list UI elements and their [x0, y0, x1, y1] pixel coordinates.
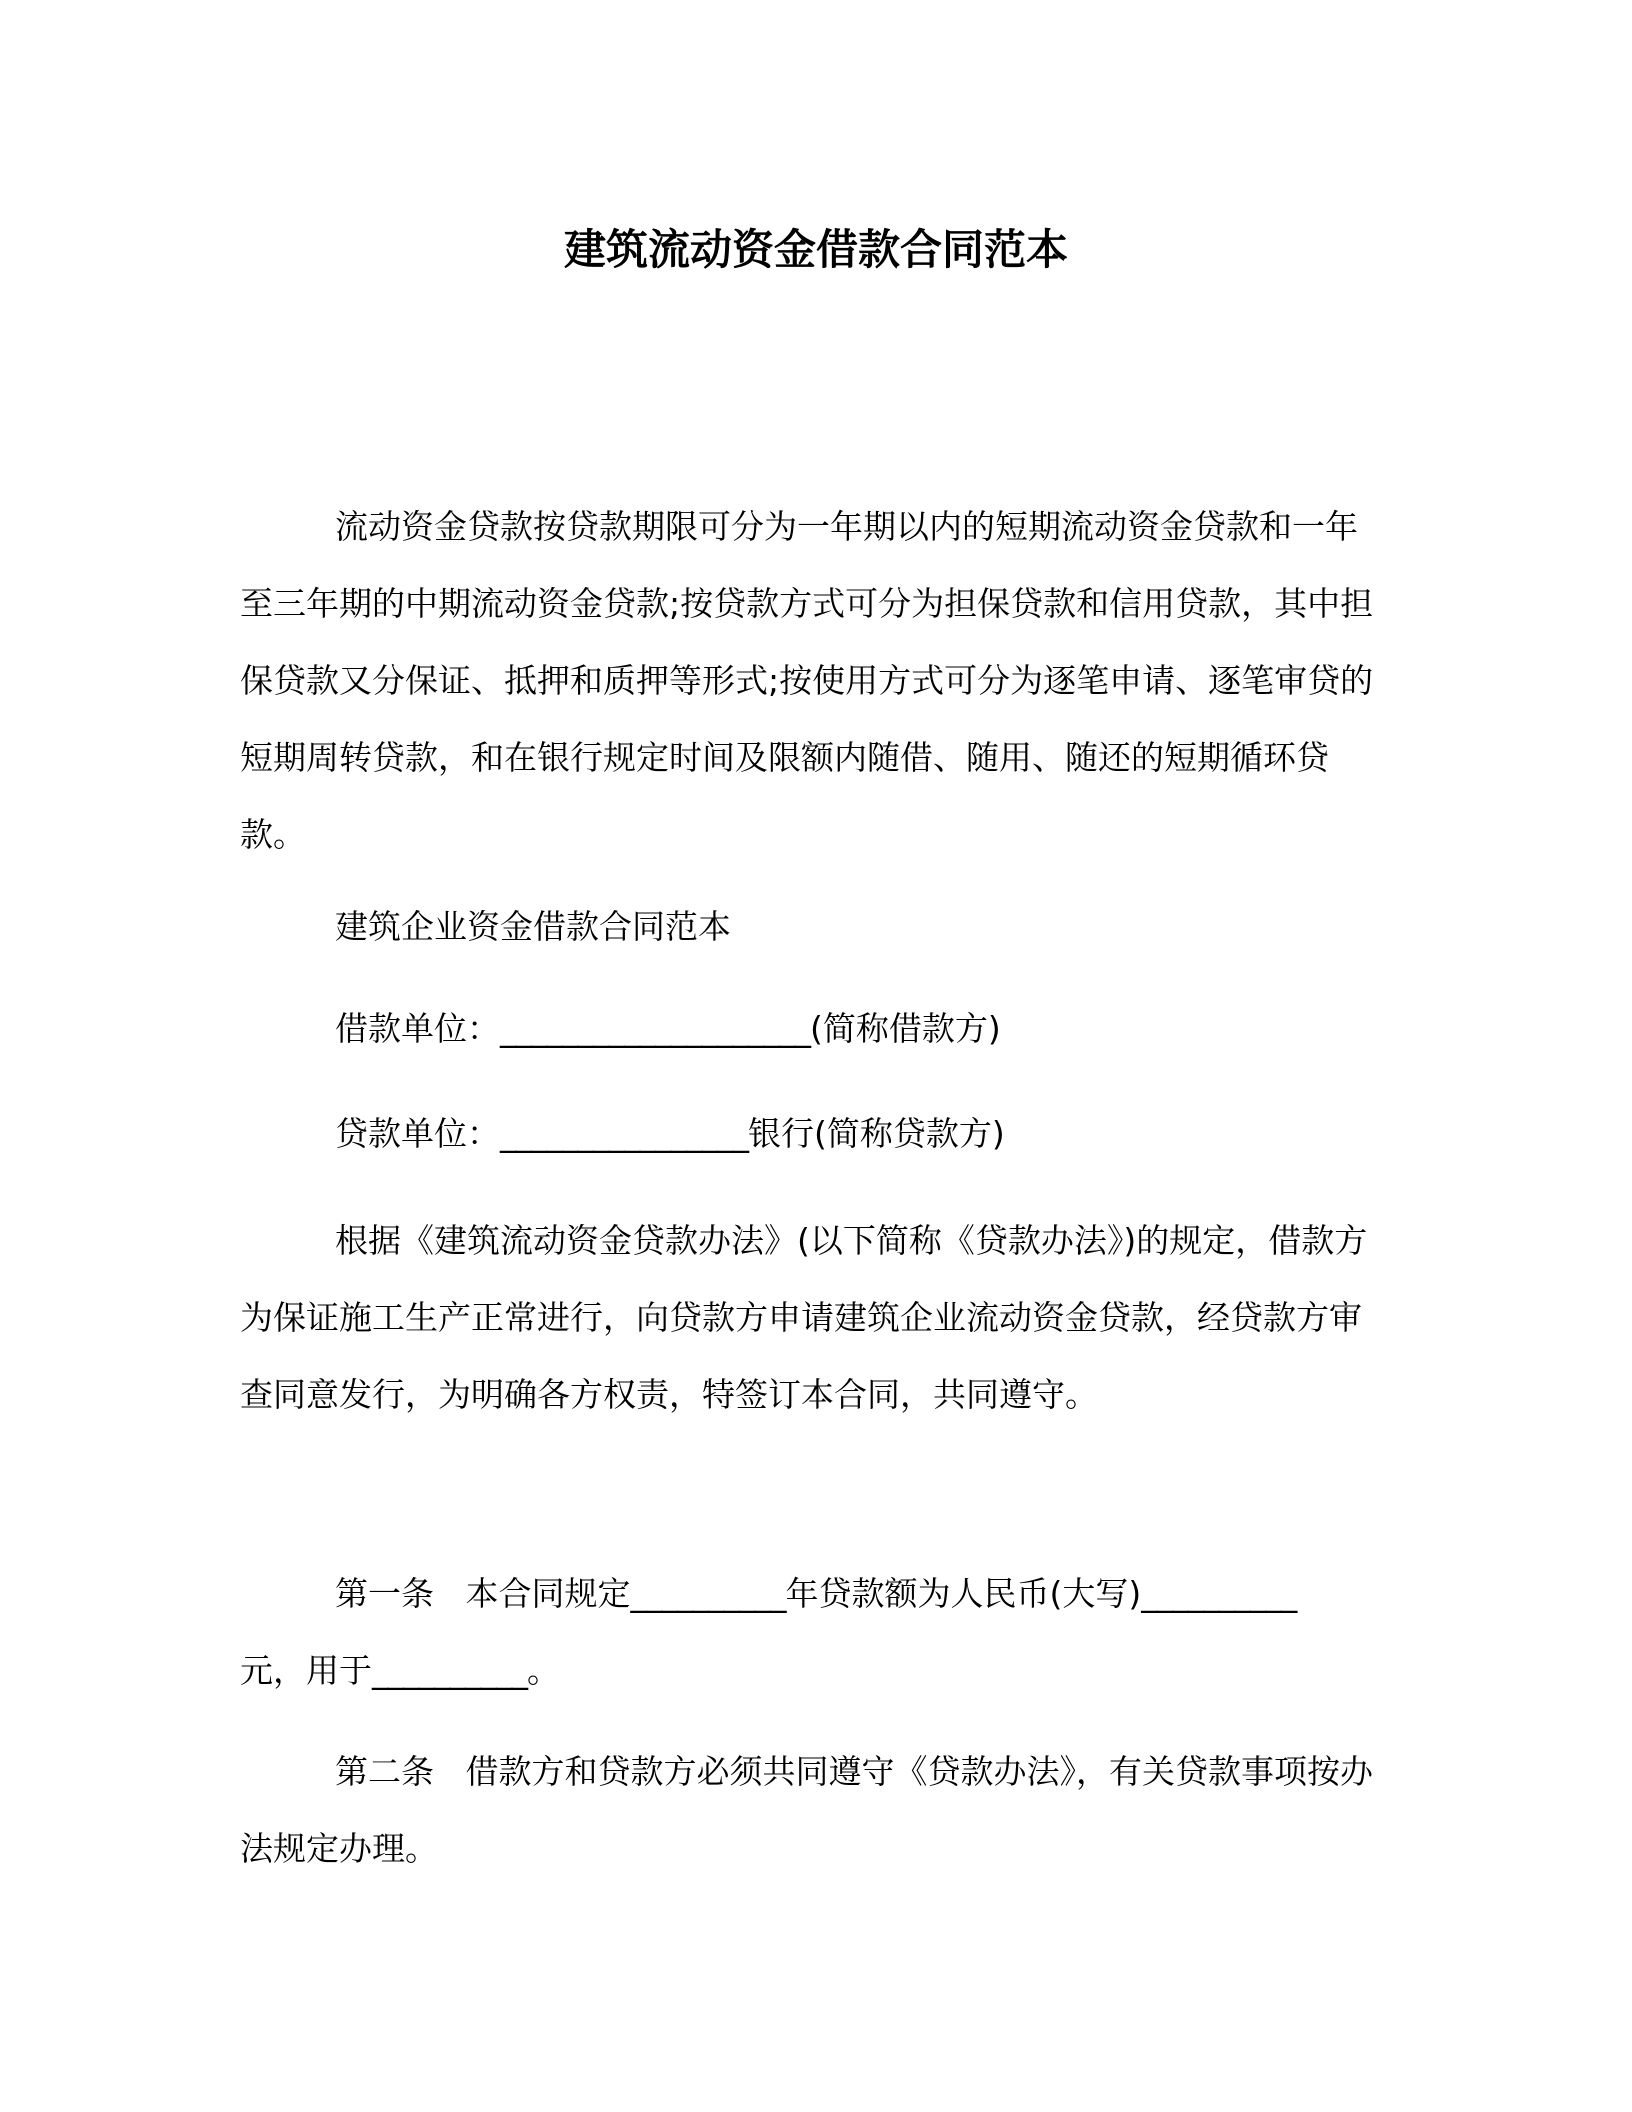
lender-label: 贷款单位：	[335, 1114, 500, 1153]
borrower-label: 借款单位：	[335, 1009, 500, 1048]
article1-amount-blank[interactable]: __________	[1141, 1574, 1297, 1613]
intro-paragraph-block	[240, 488, 1380, 873]
contract-subtitle: 建筑企业资金借款合同范本	[335, 907, 731, 946]
article1-purpose-blank[interactable]: __________	[372, 1651, 527, 1690]
article1-heading: 第一条	[335, 1574, 434, 1613]
preamble-block	[240, 1202, 1380, 1433]
lender-suffix: 银行(简称贷款方)	[748, 1114, 1005, 1153]
article2-text: 借款方和贷款方必须共同遵守《贷款办法》，有关贷款事项按办法规定办理。	[240, 1752, 1373, 1868]
article2-block	[240, 1733, 1380, 1887]
article1-year-blank[interactable]: __________	[630, 1574, 786, 1613]
lender-blank-field[interactable]: ________________	[500, 1114, 748, 1153]
borrower-blank-field[interactable]: ____________________	[500, 1009, 810, 1048]
article1-text-d: 。	[527, 1651, 560, 1690]
article1-text-c: 元，用于	[240, 1651, 372, 1690]
article1-text-b: 年贷款额为人民币(大写)	[785, 1574, 1142, 1613]
borrower-line	[240, 990, 1380, 1067]
document-title: 建筑流动资金借款合同范本	[563, 225, 1068, 274]
lender-line	[240, 1095, 1380, 1172]
article2-heading: 第二条	[335, 1752, 434, 1791]
preamble-paragraph: 根据《建筑流动资金贷款办法》(以下简称《贷款办法》)的规定，借款方为保证施工生产正常进行，向贷款方申请建筑企业流动资金贷款，经贷款方审查同意发行，为明确各方权责，特签订本合同，共同遵守。	[240, 1221, 1368, 1414]
subtitle-block	[240, 888, 1380, 965]
article1-block	[240, 1555, 1300, 1709]
borrower-suffix: (简称借款方)	[810, 1009, 1001, 1048]
intro-paragraph: 流动资金贷款按贷款期限可分为一年期以内的短期流动资金贷款和一年至三年期的中期流动资金贷款;按贷款方式可分为担保贷款和信用贷款，其中担保贷款又分保证、抵押和质押等形式;按使用方式可分为逐笔申请、逐笔审贷的短期周转贷款，和在银行规定时间及限额内随借、随用、随还的短期循环贷款。	[240, 507, 1374, 854]
article1-text-a: 本合同规定	[465, 1574, 631, 1613]
